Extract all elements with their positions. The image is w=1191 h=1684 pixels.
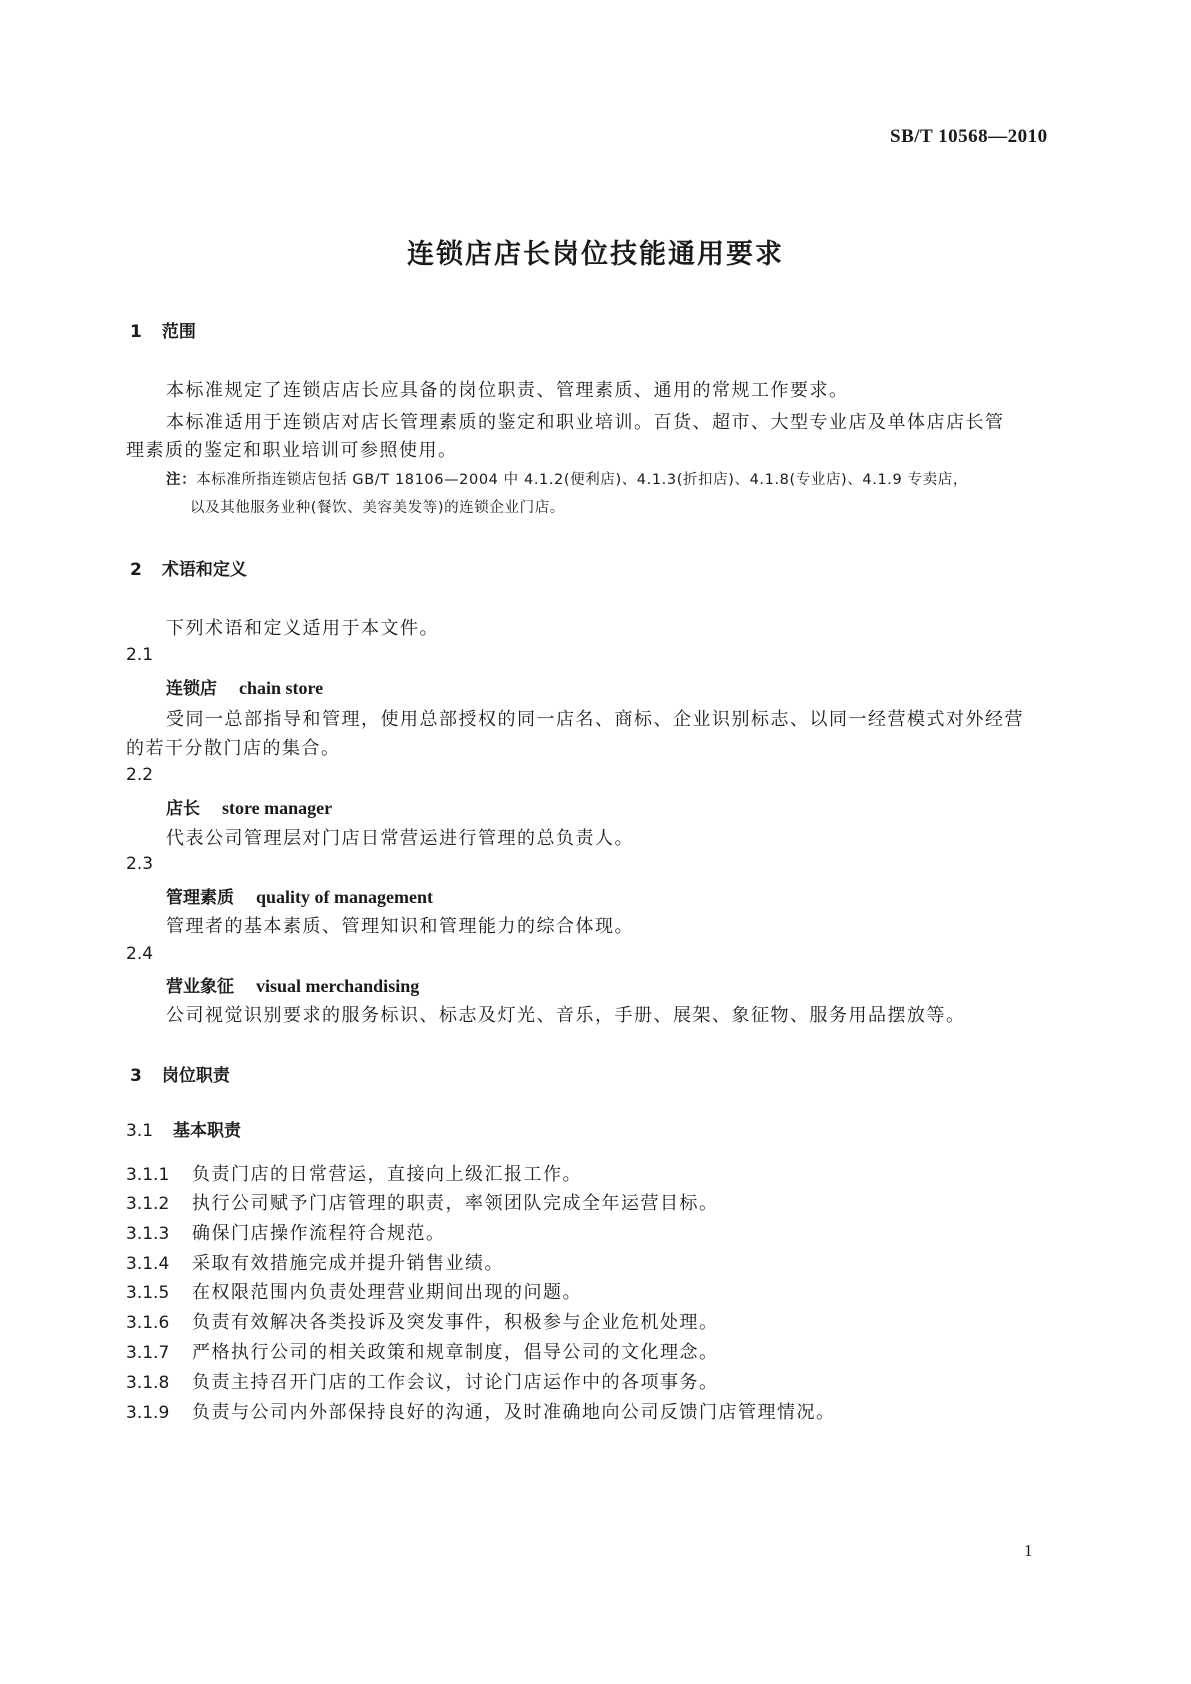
scope-paragraph-1: 本标准规定了连锁店店长应具备的岗位职责、管理素质、通用的常规工作要求。 [166,380,849,401]
scope-note-line-1 [166,468,968,489]
scope-note-line-2: 以及其他服务业种(餐饮、美容美发等)的连锁企业门店。 [190,500,565,516]
section-1-heading [130,317,196,342]
term-en: visual merchandising [256,976,420,996]
term-zh: 连锁店 [166,679,217,699]
duty-text: 执行公司赋予门店管理的职责，率领团队完成全年运营目标。 [192,1193,719,1214]
term-en: store manager [222,798,333,818]
page-number: 1 [1024,1541,1033,1560]
section-title: 岗位职责 [161,1066,230,1086]
duty-number: 3.1.6 [126,1313,170,1333]
duty-number: 3.1.2 [126,1194,170,1214]
term-heading [166,794,332,819]
section-3-heading [130,1061,230,1086]
term-number: 2.2 [126,765,154,785]
term-heading [166,883,433,908]
term-definition-line-1: 受同一总部指导和管理，使用总部授权的同一店名、商标、企业识别标志、以同一经营模式对外经营 [166,709,1024,730]
note-text: 本标准所指连锁店包括 GB/T 18106—2004 中 4.1.2(便利店)、4.1.3(折扣店)、4.1.8(专业店)、4.1.9 专卖店， [196,472,968,488]
term-definition: 公司视觉识别要求的服务标识、标志及灯光、音乐，手册、展架、象征物、服务用品摆放等。 [166,1005,966,1026]
scope-paragraph-2-line-2: 理素质的鉴定和职业培训可参照使用。 [126,440,458,461]
section-number: 2 [130,560,142,580]
duty-text: 严格执行公司的相关政策和规章制度，倡导公司的文化理念。 [192,1342,719,1363]
duty-list-item [126,1189,719,1215]
duty-number: 3.1.3 [126,1224,170,1244]
term-en: chain store [239,678,324,698]
duty-list-item [126,1160,582,1186]
duty-text: 负责门店的日常营运，直接向上级汇报工作。 [192,1164,582,1185]
duty-text: 在权限范围内负责处理营业期间出现的问题。 [192,1282,582,1303]
duty-list-item [126,1308,719,1334]
duty-list-item [126,1249,504,1275]
duty-number: 3.1.8 [126,1373,170,1393]
subsection-number: 3.1 [126,1121,154,1141]
term-definition: 代表公司管理层对门店日常营运进行管理的总负责人。 [166,828,634,849]
duty-number: 3.1.7 [126,1343,170,1363]
duty-text: 采取有效措施完成并提升销售业绩。 [192,1253,504,1274]
note-label: 注： [166,472,197,488]
scope-paragraph-2-line-1: 本标准适用于连锁店对店长管理素质的鉴定和职业培训。百货、超市、大型专业店及单体店店长管 [166,412,1005,433]
duty-list-item [126,1338,719,1364]
duty-list-item [126,1278,582,1304]
section-title: 范围 [161,322,196,342]
term-number: 2.1 [126,645,154,665]
term-en: quality of management [256,887,433,907]
standard-code: SB/T 10568—2010 [890,126,1048,147]
duty-number: 3.1.1 [126,1165,170,1185]
term-number: 2.4 [126,944,154,964]
section-title: 术语和定义 [161,560,247,580]
subsection-3-1-heading [126,1116,241,1141]
section-number: 1 [130,322,142,342]
duty-number: 3.1.5 [126,1283,170,1303]
term-definition: 管理者的基本素质、管理知识和管理能力的综合体现。 [166,916,634,937]
term-zh: 店长 [166,799,200,819]
duty-list-item [126,1368,719,1394]
term-heading [166,674,323,699]
duty-list-item [126,1398,836,1424]
document-title: 连锁店店长岗位技能通用要求 [407,239,784,270]
term-number: 2.3 [126,854,154,874]
duty-text: 确保门店操作流程符合规范。 [192,1223,446,1244]
section-number: 3 [130,1066,142,1086]
duty-text: 负责与公司内外部保持良好的沟通，及时准确地向公司反馈门店管理情况。 [192,1402,836,1423]
subsection-title: 基本职责 [173,1121,242,1141]
duty-list-item [126,1219,446,1245]
duty-text: 负责主持召开门店的工作会议，讨论门店运作中的各项事务。 [192,1372,719,1393]
term-zh: 管理素质 [166,888,234,908]
section-2-heading [130,555,247,580]
term-heading [166,972,419,997]
duty-text: 负责有效解决各类投诉及突发事件，积极参与企业危机处理。 [192,1312,719,1333]
term-zh: 营业象征 [166,977,234,997]
terms-intro: 下列术语和定义适用于本文件。 [166,618,439,639]
duty-number: 3.1.9 [126,1403,170,1423]
term-definition-line-2: 的若干分散门店的集合。 [126,738,341,759]
duty-number: 3.1.4 [126,1254,170,1274]
